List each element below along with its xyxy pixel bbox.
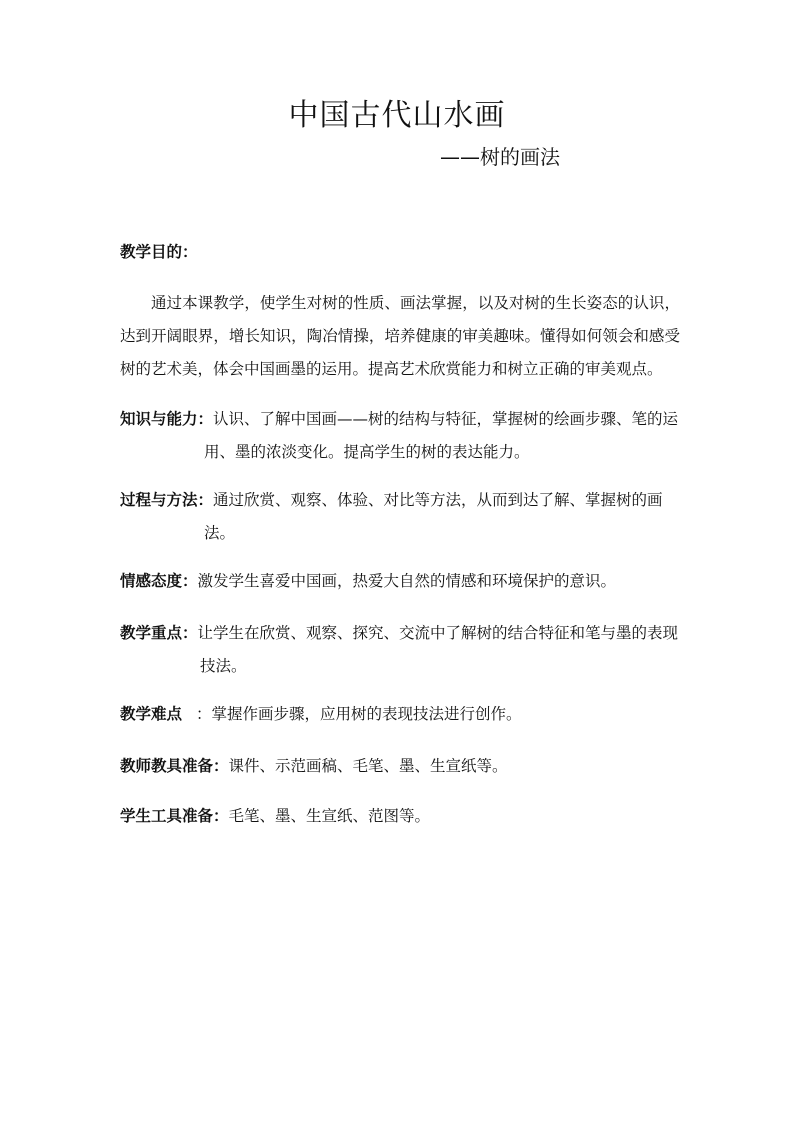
key-section xyxy=(120,617,680,683)
teacher-label: 教师教具准备： xyxy=(120,757,229,775)
difficulty-section xyxy=(120,698,680,731)
student-text: 毛笔、墨、生宣纸、范图等。 xyxy=(228,807,431,825)
key-text: 让学生在欣赏、观察、探究、交流中了解树的结合特征和笔与墨的表现技法。 xyxy=(197,624,679,675)
process-label: 过程与方法： xyxy=(120,491,214,509)
teacher-text: 课件、示范画稿、毛笔、墨、生宣纸等。 xyxy=(228,757,508,775)
key-line xyxy=(120,617,680,683)
difficulty-label: 教学难点 xyxy=(120,705,183,723)
emotion-section xyxy=(120,565,680,598)
knowledge-line xyxy=(120,403,680,469)
objective-paragraph: 通过本课教学，使学生对树的性质、画法掌握，以及对树的生长姿态的认识，达到开阔眼界，增长知识，陶冶情操，培养健康的审美趣味。懂得如何领会和感受树的艺术美，体会中国画墨的运用。提高艺术欣赏能力和树立正确的审美观点。 xyxy=(120,294,680,378)
document-subtitle: ——树的画法 xyxy=(440,145,560,169)
knowledge-label: 知识与能力： xyxy=(120,410,214,428)
student-label: 学生工具准备： xyxy=(120,807,229,825)
process-line xyxy=(120,484,680,550)
teacher-section xyxy=(120,750,680,783)
student-section xyxy=(120,800,680,833)
process-section xyxy=(120,484,680,550)
objective-heading: 教学目的： xyxy=(120,243,198,261)
emotion-text: 激发学生喜爱中国画，热爱大自然的情感和环境保护的意识。 xyxy=(197,572,617,590)
process-text: 通过欣赏、观察、体验、对比等方法，从而到达了解、掌握树的画法。 xyxy=(204,491,663,542)
difficulty-text: ：掌握作画步骤，应用树的表现技法进行创作。 xyxy=(196,705,522,723)
document-title: 中国古代山水画 xyxy=(288,98,506,133)
emotion-label: 情感态度： xyxy=(120,572,198,590)
key-label: 教学重点： xyxy=(120,624,198,642)
knowledge-text: 认识、了解中国画——树的结构与特征，掌握树的绘画步骤、笔的运用、墨的浓淡变化。提高学生的树的表达能力。 xyxy=(204,410,679,461)
knowledge-section xyxy=(120,403,680,469)
